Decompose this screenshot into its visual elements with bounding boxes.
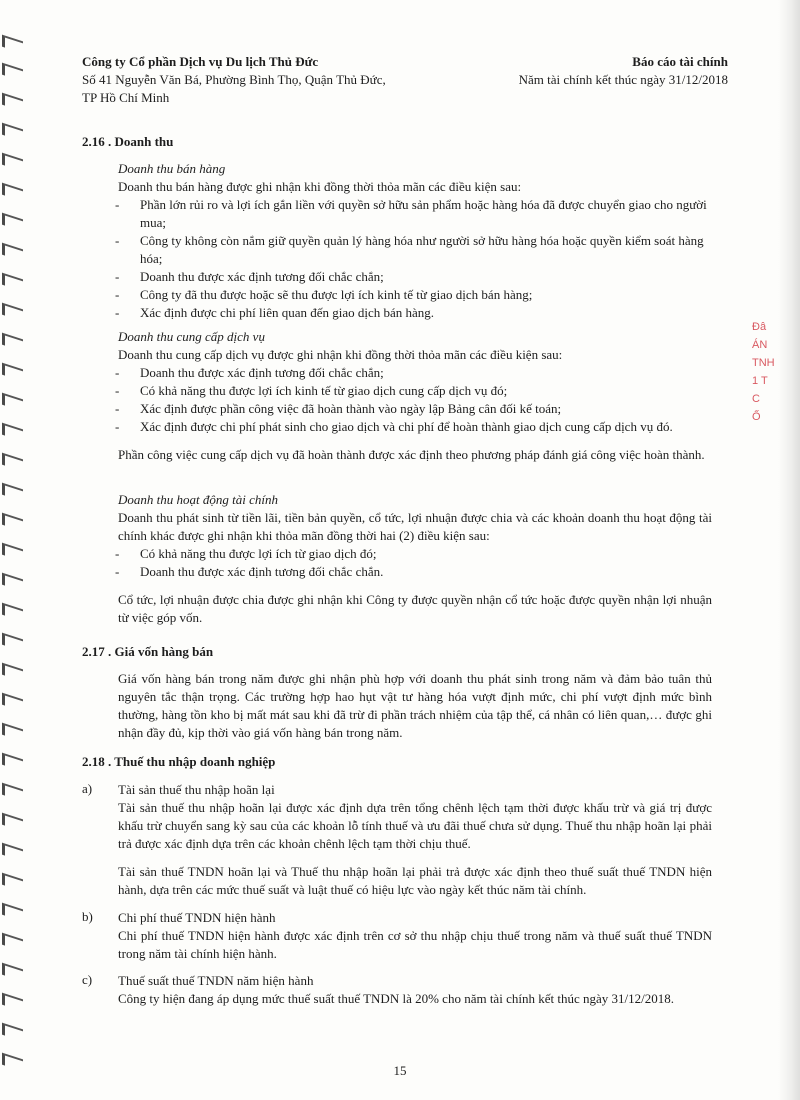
paragraph: Tài sản thuế TNDN hoãn lại và Thuế thu nhập hoãn lại phải trả được xác định theo thuế suất thuế TNDN hiện hành, dựa trên các mức thuế suất và luật thuế có hiệu lực vào ngày kết thúc năm tài chính. [118, 864, 712, 897]
current-tax-block [118, 909, 712, 963]
binding-hole [2, 393, 23, 412]
binding-hole [2, 213, 23, 232]
item-label: b) [82, 909, 93, 924]
section-title: Thuế thu nhập doanh nghiệp [114, 754, 276, 769]
condition-list [118, 545, 712, 581]
binding-hole [2, 93, 23, 112]
paragraph: Tài sản thuế thu nhập hoãn lại được xác định dựa trên tổng chênh lệch tạm thời được khấu trừ và giá trị được khấu trừ chuyển sang kỳ sau của các khoản lỗ tính thuế và ưu đãi thuế chưa sử dụng. Thuế thu nhập hoãn lại phải trả được xác định dựa trên các khoản chênh lệch tạm thời chịu thuế. [118, 800, 712, 851]
service-revenue-block [118, 328, 712, 464]
list-item: - Xác định được chi phí liên quan đến giao dịch bán hàng. [118, 304, 712, 322]
list-item: - Công ty không còn nắm giữ quyền quản lý hàng hóa như người sở hữu hàng hóa hoặc quyền kiểm soát hàng hóa; [118, 232, 712, 268]
stamp-text: ÁN [752, 339, 768, 351]
paragraph: Công ty hiện đang áp dụng mức thuế suất thuế TNDN là 20% cho năm tài chính kết thúc ngày 31/12/2018. [118, 991, 674, 1006]
binding-hole [2, 573, 23, 592]
condition-list [118, 364, 712, 436]
binding-hole [2, 663, 23, 682]
section-number: 2.17 . [82, 644, 112, 659]
stamp-text: Ố [752, 411, 761, 423]
condition-list [118, 196, 712, 322]
binding-hole [2, 363, 23, 382]
section-title: Giá vốn hàng bán [114, 644, 214, 659]
list-item: - Doanh thu được xác định tương đối chắc chắn. [118, 563, 712, 581]
paragraph: Doanh thu phát sinh từ tiền lãi, tiền bản quyền, cổ tức, lợi nhuận được chia và các khoản doanh thu hoạt động tài chính khác được ghi nhận khi thỏa mãn đồng thời hai (2) điều kiện sau: [118, 510, 712, 543]
company-info [82, 53, 386, 107]
list-item: - Doanh thu được xác định tương đối chắc chắn; [118, 268, 712, 286]
report-info [519, 53, 728, 89]
section-number: 2.16 . [82, 134, 112, 149]
binding-edge [0, 0, 24, 1100]
tax-rate-block [118, 972, 712, 1008]
binding-hole [2, 183, 23, 202]
binding-hole [2, 693, 23, 712]
binding-hole [2, 933, 23, 952]
paragraph: Cổ tức, lợi nhuận được chia được ghi nhận khi Công ty được quyền nhận cổ tức hoặc được quyền nhận lợi nhuận từ việc góp vốn. [118, 592, 712, 625]
section-2-18-heading [82, 754, 275, 770]
binding-hole [2, 1023, 23, 1042]
list-item: - Xác định được phần công việc đã hoàn thành vào ngày lập Bảng cân đối kế toán; [118, 400, 712, 418]
binding-hole [2, 843, 23, 862]
list-item: - Công ty đã thu được hoặc sẽ thu được lợi ích kinh tế từ giao dịch bán hàng; [118, 286, 712, 304]
binding-hole [2, 753, 23, 772]
company-address: Số 41 Nguyễn Văn Bá, Phường Bình Thọ, Quận Thủ Đức, [82, 72, 386, 87]
page-edge-shadow [778, 0, 800, 1100]
item-title: Tài sản thuế thu nhập hoãn lại [118, 782, 275, 797]
binding-hole [2, 35, 23, 54]
deferred-tax-block [118, 781, 712, 899]
paragraph: Chi phí thuế TNDN hiện hành được xác định trên cơ sở thu nhập chịu thuế trong năm và thuế suất thuế TNDN trong năm tài chính hiện hành. [118, 928, 712, 961]
section-number: 2.18 . [82, 754, 112, 769]
binding-hole [2, 273, 23, 292]
binding-hole [2, 423, 23, 442]
binding-hole [2, 243, 23, 262]
item-title: Chi phí thuế TNDN hiện hành [118, 910, 276, 925]
subsection-title: Doanh thu cung cấp dịch vụ [118, 329, 265, 344]
binding-hole [2, 123, 23, 142]
list-item: - Doanh thu được xác định tương đối chắc chắn; [118, 364, 712, 382]
binding-hole [2, 993, 23, 1012]
item-label: a) [82, 781, 93, 796]
binding-hole [2, 603, 23, 622]
binding-hole [2, 453, 23, 472]
binding-hole [2, 333, 23, 352]
company-city: TP Hồ Chí Minh [82, 90, 170, 105]
paragraph: Doanh thu bán hàng được ghi nhận khi đồng thời thỏa mãn các điều kiện sau: [118, 179, 522, 194]
binding-hole [2, 873, 23, 892]
section-2-17-heading [82, 644, 213, 660]
section-2-16-heading [82, 134, 173, 150]
binding-hole [2, 63, 23, 82]
binding-hole [2, 513, 23, 532]
financial-revenue-block [118, 491, 712, 627]
binding-hole [2, 963, 23, 982]
binding-hole [2, 813, 23, 832]
binding-hole [2, 903, 23, 922]
paragraph: Doanh thu cung cấp dịch vụ được ghi nhận khi đồng thời thỏa mãn các điều kiện sau: [118, 347, 563, 362]
binding-hole [2, 783, 23, 802]
sales-revenue-block [118, 160, 712, 322]
binding-hole [2, 633, 23, 652]
binding-hole [2, 303, 23, 322]
binding-hole [2, 153, 23, 172]
binding-hole [2, 543, 23, 562]
paragraph: Giá vốn hàng bán trong năm được ghi nhận phù hợp với doanh thu phát sinh trong năm và đảm bảo tuân thủ nguyên tắc thận trọng. Các trường hợp hao hụt vật tư hàng hóa vượt định mức, chi phí vượt định mức bình thường, hàng tồn kho bị mất mát sau khi đã trừ đi phần trách nhiệm của tập thể, cá nhân có liên quan,… được ghi nhận đầy đủ, kịp thời vào giá vốn hàng bán trong năm. [118, 671, 712, 740]
list-item: - Có khả năng thu được lợi ích kinh tế từ giao dịch cung cấp dịch vụ đó; [118, 382, 712, 400]
item-label: c) [82, 972, 93, 987]
fiscal-year: Năm tài chính kết thúc ngày 31/12/2018 [518, 72, 728, 87]
section-title: Doanh thu [114, 134, 174, 149]
list-item: - Có khả năng thu được lợi ích từ giao dịch đó; [118, 545, 712, 563]
red-stamp [752, 318, 796, 448]
item-title: Thuế suất thuế TNDN năm hiện hành [118, 973, 314, 988]
binding-hole [2, 723, 23, 742]
cogs-block [118, 670, 712, 742]
company-name: Công ty Cổ phần Dịch vụ Du lịch Thủ Đức [82, 54, 319, 69]
report-title: Báo cáo tài chính [632, 54, 728, 69]
stamp-text: 1 T [752, 375, 768, 387]
page-number: 15 [393, 1063, 407, 1078]
paragraph: Phần công việc cung cấp dịch vụ đã hoàn thành được xác định theo phương pháp đánh giá công việc hoàn thành. [118, 447, 705, 462]
list-item: - Xác định được chi phí phát sinh cho giao dịch và chi phí để hoàn thành giao dịch cung cấp dịch vụ đó. [118, 418, 712, 436]
stamp-text: TNH [752, 357, 775, 369]
stamp-text: C [752, 393, 760, 405]
subsection-title: Doanh thu hoạt động tài chính [118, 492, 278, 507]
stamp-text: Đâ [752, 321, 767, 333]
binding-hole [2, 483, 23, 502]
subsection-title: Doanh thu bán hàng [118, 161, 226, 176]
list-item: - Phần lớn rủi ro và lợi ích gắn liền với quyền sở hữu sản phẩm hoặc hàng hóa đã được chuyển giao cho người mua; [118, 196, 712, 232]
